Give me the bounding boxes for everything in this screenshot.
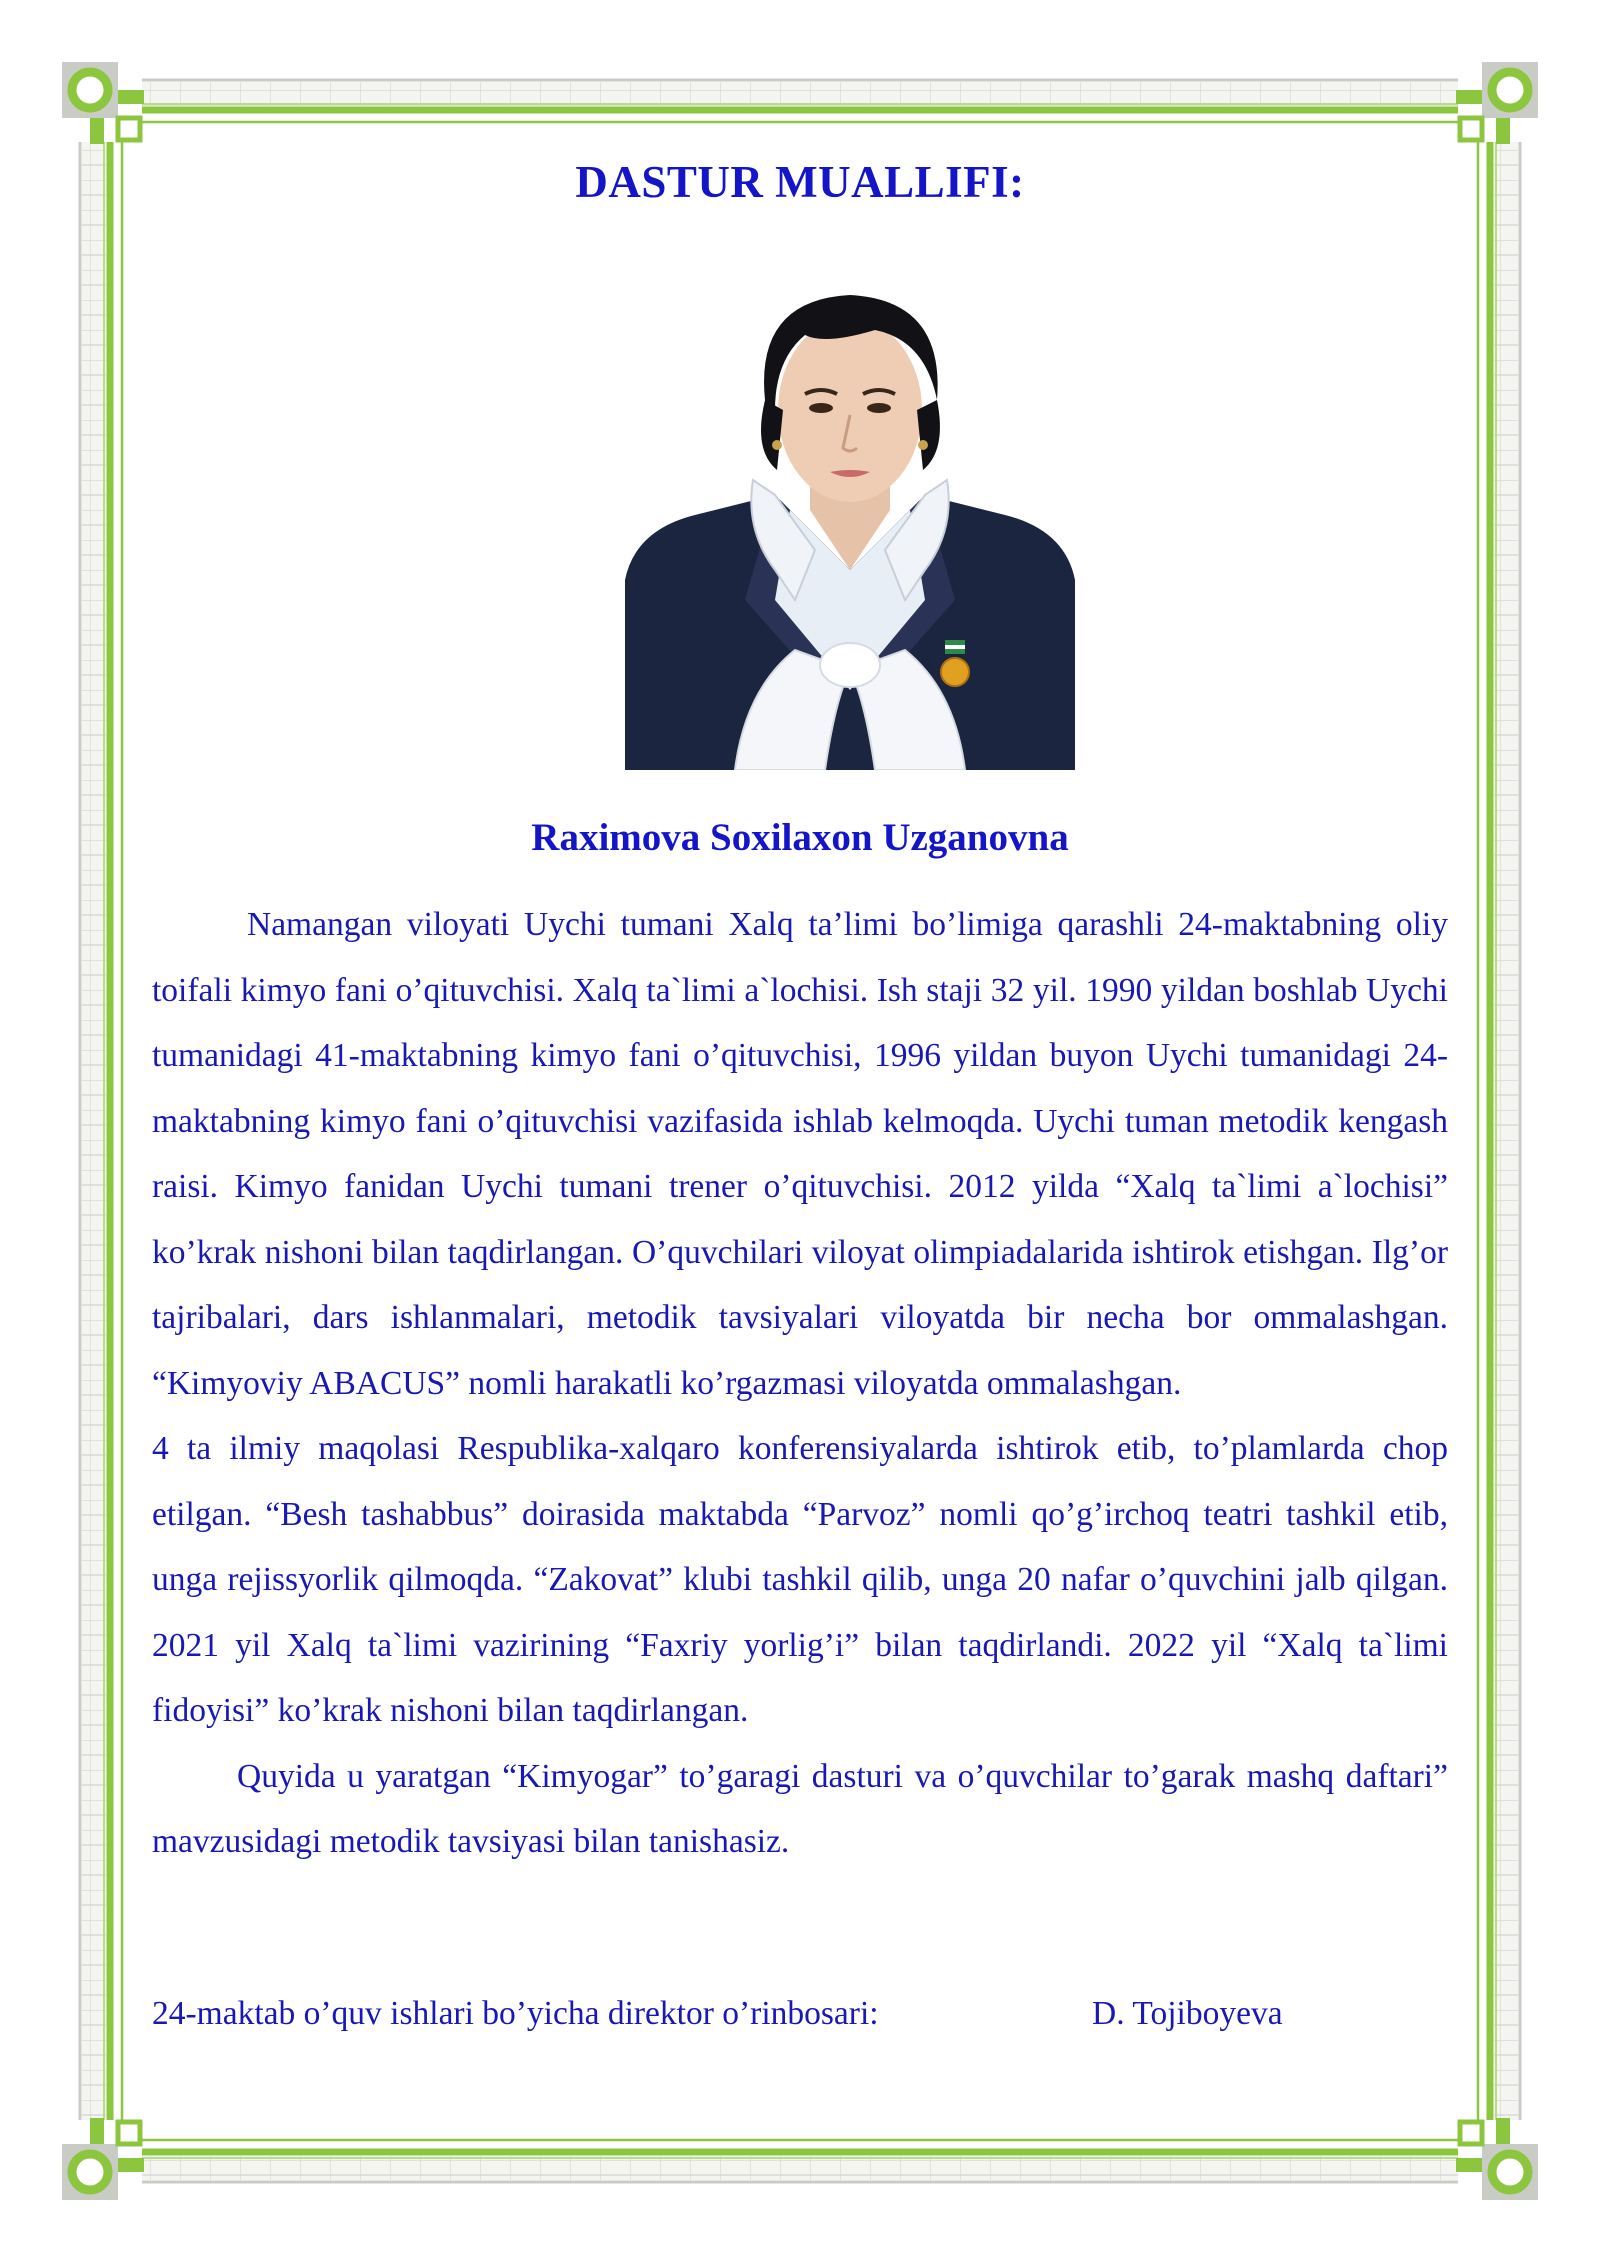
corner-ornament-top-right [1456, 62, 1538, 144]
page-title: DASTUR MUALLIFI: [575, 157, 1025, 207]
author-name: Raximova Soxilaxon Uzganovna [531, 816, 1069, 859]
biography-paragraph-2: 4 ta ilmiy maqolasi Respublika-xalqaro konferensiyalarda ishtirok etib, to’plamlarda chop etilgan. “Besh tashabbus” doirasida maktabda “Parvoz” nomli qo’g’irchoq teatri tashkil etib, unga rejissyorlik qilmoqda. “Zakovat” klubi tashkil qilib, unga 20 nafar o’quvchini jalb qilgan. 2021 yil Xalq ta`limi vazirining “Faxriy yorlig’i” bilan taqdirlandi. 2022 yil “Xalq ta`limi fidoyisi” ko’krak nishoni bilan taqdirlangan. [152, 1430, 1448, 1729]
biography-paragraph-3: Quyida u yaratgan “Kimyogar” to’garagi dasturi va o’quvchilar to’garak mashq daftari” mavzusidagi metodik tavsiyasi bilan tanishasiz. [152, 1757, 1448, 1860]
biography-text [152, 892, 1448, 1875]
corner-ornament-bottom-right [1456, 2118, 1538, 2200]
signature-person: D. Tojiboyeva [1092, 1995, 1283, 2032]
signature-line [152, 1995, 1448, 2033]
biography-paragraph-1: Namangan viloyati Uychi tumani Xalq ta’limi bo’limiga qarashli 24-maktabning oliy toifali kimyo fani o’qituvchisi. Xalq ta`limi a`lochisi. Ish staji 32 yil. 1990 yildan boshlab Uychi tumanidagi 41-maktabning kimyo fani o’qituvchisi, 1996 yildan buyon Uychi tumanidagi 24-maktabning kimyo fani o’qituvchisi vazifasida ishlab kelmoqda. Uychi tuman metodik kengash raisi. Kimyo fanidan Uychi tumani trener o’qituvchisi. 2012 yilda “Xalq ta`limi a`lochisi” ko’krak nishoni bilan taqdirlangan. O’quvchilari viloyat olimpiadalarida ishtirok etishgan. Ilg’or tajribalari, dars ishlanmalari, metodik tavsiyalari viloyatda bir necha bor ommalashgan. “Kimyoviy ABACUS” nomli harakatli ko’rgazmasi viloyatda ommalashgan. [152, 906, 1448, 1402]
portrait-photo [625, 270, 1075, 770]
corner-ornament-bottom-left [62, 2118, 144, 2200]
corner-ornament-top-left [62, 62, 144, 144]
signature-position: 24-maktab o’quv ishlari bo’yicha direktor o’rinbosari: [152, 1995, 879, 2032]
